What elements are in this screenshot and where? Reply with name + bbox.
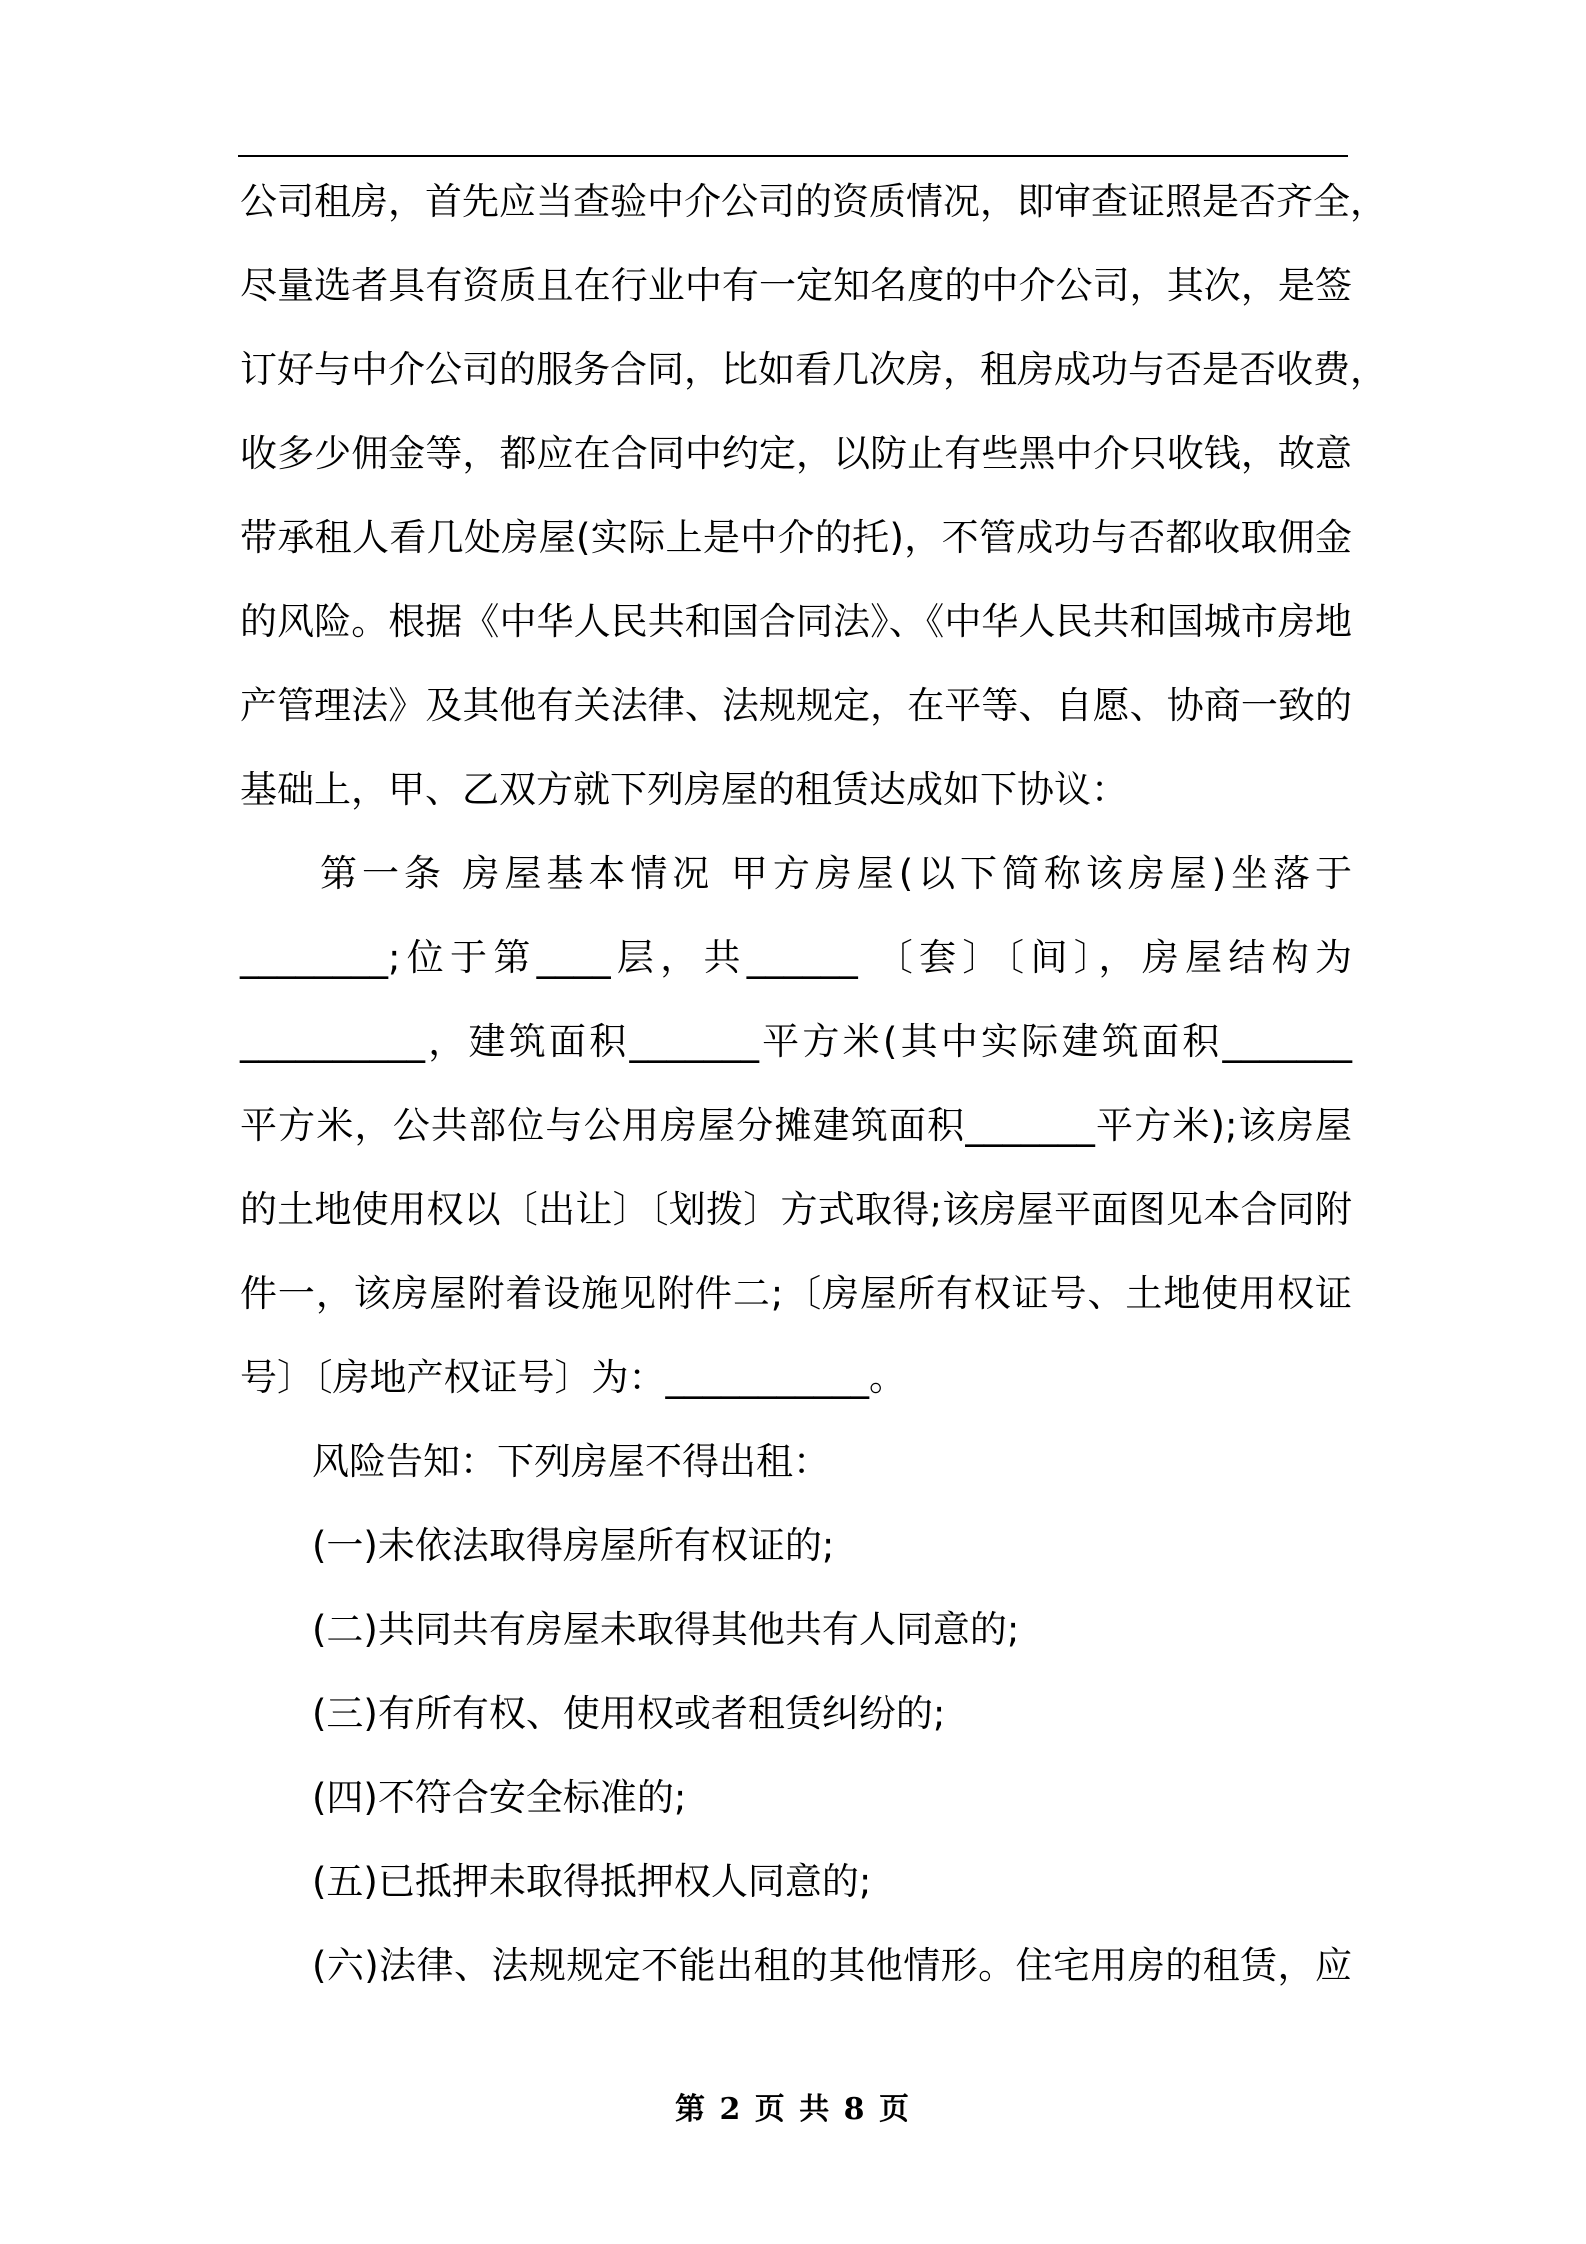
paragraph-line: 基础上，甲、乙双方就下列房屋的租赁达成如下协议：: [240, 768, 1128, 811]
risk-notice-heading: 风险告知：下列房屋不得出租：: [312, 1440, 830, 1483]
article-1-line: 号〕〔房地产权证号〕为：___________。: [240, 1356, 906, 1399]
article-1-line: 件一，该房屋附着设施见附件二;〔房屋所有权证号、土地使用权证: [240, 1272, 1352, 1315]
article-1-heading-line: 第一条 房屋基本情况 甲方房屋(以下简称该房屋)坐落于: [320, 852, 1352, 895]
paragraph-line: 尽量选者具有资质且在行业中有一定知名度的中介公司，其次，是签: [240, 264, 1352, 307]
risk-notice-item: (四)不符合安全标准的;: [312, 1776, 687, 1819]
document-body: [240, 160, 1387, 2008]
article-1-line: ________;位于第____层，共______ 〔套〕〔间〕，房屋结构为: [240, 936, 1352, 979]
risk-notice-item: (三)有所有权、使用权或者租赁纠纷的;: [312, 1692, 946, 1735]
risk-notice-item: (五)已抵押未取得抵押权人同意的;: [312, 1860, 872, 1903]
article-1-line: 平方米，公共部位与公用房屋分摊建筑面积_______平方米);该房屋: [240, 1104, 1352, 1147]
risk-notice-item: (一)未依法取得房屋所有权证的;: [312, 1524, 835, 1567]
risk-notice-item: (六)法律、法规规定不能出租的其他情形。住宅用房的租赁，应: [312, 1944, 1352, 1987]
paragraph-line: 公司租房，首先应当查验中介公司的资质情况，即审查证照是否齐全，: [240, 180, 1387, 223]
risk-notice-item: (二)共同共有房屋未取得其他共有人同意的;: [312, 1608, 1020, 1651]
header-rule: [238, 155, 1348, 157]
paragraph-line: 产管理法》及其他有关法律、法规规定，在平等、自愿、协商一致的: [240, 684, 1352, 727]
page-number-footer: 第 2 页 共 8 页: [675, 2092, 911, 2127]
article-1-line: __________，建筑面积_______平方米(其中实际建筑面积_______: [240, 1020, 1352, 1063]
paragraph-line: 收多少佣金等，都应在合同中约定，以防止有些黑中介只收钱，故意: [240, 432, 1352, 475]
paragraph-line: 订好与中介公司的服务合同，比如看几次房，租房成功与否是否收费，: [240, 348, 1387, 391]
paragraph-line: 的风险。根据《中华人民共和国合同法》、《中华人民共和国城市房地: [240, 600, 1352, 643]
article-1-line: 的土地使用权以〔出让〕〔划拨〕方式取得;该房屋平面图见本合同附: [240, 1188, 1352, 1231]
paragraph-line: 带承租人看几处房屋(实际上是中介的托)，不管成功与否都收取佣金: [240, 516, 1352, 559]
